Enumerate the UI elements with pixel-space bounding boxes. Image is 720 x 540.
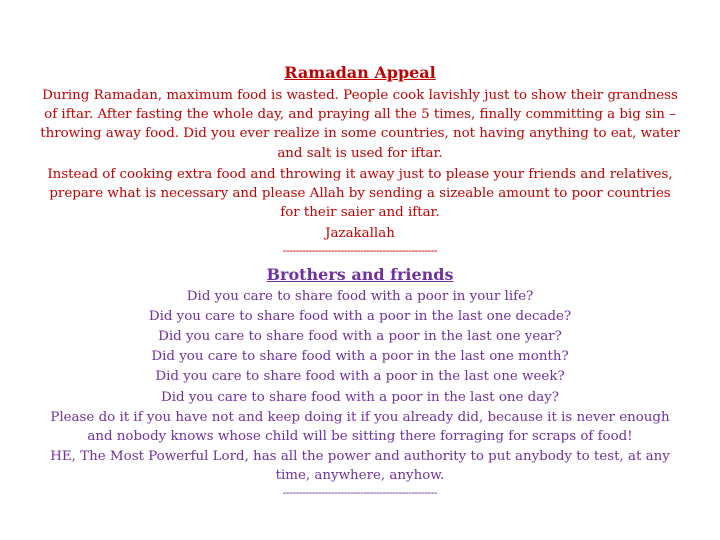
appeal-paragraph-1: During Ramadan, maximum food is wasted. People cook lavishly just to show their grandness of iftar. After fasting the whole day, and praying all the 5 times, finally committing a big sin – throwing away food. Did you ever realize in some countries, not having anything to eat, water and salt is used for iftar. bbox=[40, 88, 680, 161]
question-1: Did you care to share food with a poor in your life? bbox=[186, 288, 534, 304]
friends-separator: ------------------------------------------------ bbox=[282, 485, 438, 499]
document-page bbox=[40, 62, 680, 500]
question-4: Did you care to share food with a poor in the last one month? bbox=[151, 349, 569, 365]
appeal-closing: Jazakallah bbox=[325, 226, 395, 242]
question-2: Did you care to share food with a poor in the last one decade? bbox=[148, 308, 572, 324]
appeal-separator: ------------------------------------------------ bbox=[282, 243, 438, 257]
friends-paragraph-2: HE, The Most Powerful Lord, has all the power and authority to put anybody to test, at any time, anywhere, anyhow. bbox=[50, 449, 670, 484]
question-3: Did you care to share food with a poor in the last one year? bbox=[158, 329, 562, 345]
question-6: Did you care to share food with a poor in the last one day? bbox=[161, 389, 559, 405]
appeal-paragraph-2: Instead of cooking extra food and throwing it away just to please your friends and relatives, prepare what is necessary and please Allah by sending a sizeable amount to poor countries for their saier and iftar. bbox=[47, 166, 673, 221]
ramadan-appeal-heading: Ramadan Appeal bbox=[284, 63, 436, 82]
brothers-and-friends-heading: Brothers and friends bbox=[266, 264, 454, 284]
question-5: Did you care to share food with a poor in the last one week? bbox=[155, 369, 565, 385]
friends-paragraph-1: Please do it if you have not and keep doing it if you already did, because it is never enough and nobody knows whose child will be sitting there forraging for scraps of food! bbox=[50, 409, 670, 445]
